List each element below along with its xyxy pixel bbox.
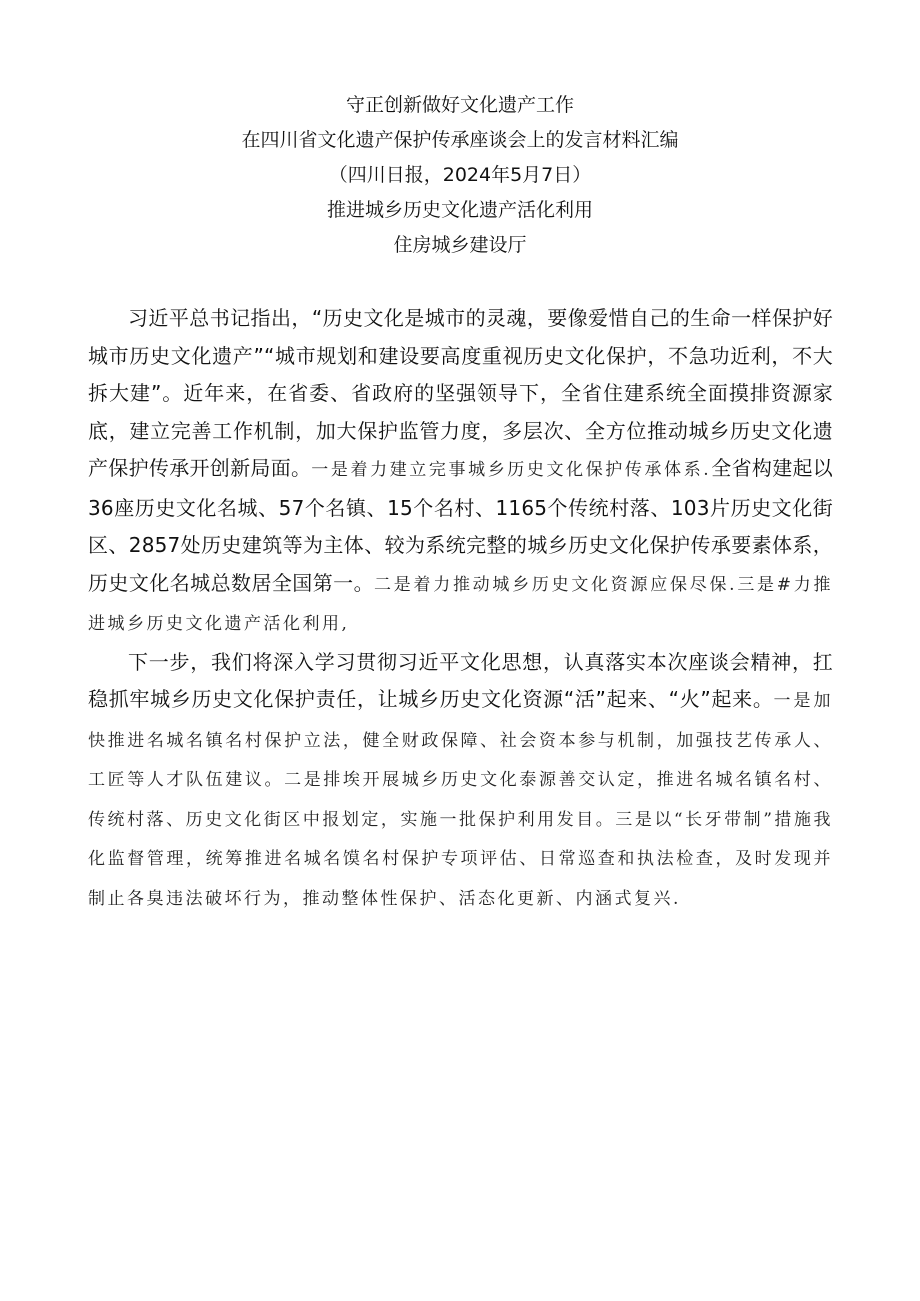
paragraph-1-segment-2: 一是着力建立完事城乡历史文化保护传承体系. (311, 460, 712, 480)
document-title-block (0, 88, 920, 263)
paragraph-1 (88, 300, 833, 644)
paragraph-1-segment-1: 习近平总书记指出，“历史文化是城市的灵魂，要像爱惜自己的生命一样保护好城市历史文化遗产”“城市规划和建设要高度重视历史文化保护，不急功近利，不大拆大建”。近年来，在省委、省政府的坚强领导下，全省住建系统全面摸排资源家底，建立完善工作机制，加大保护监管力度，多层次、全方位推动城乡历史文化遗产保护传承开创新局面。 (88, 306, 833, 480)
paragraph-2 (88, 644, 833, 919)
paragraph-2-segment-1: 下一步，我们将深入学习贯彻习近平文化思想，认真落实本次座谈会精神，扛稳抓牢城乡历史文化保护责任，让城乡历史文化资源“活”起来、“火”起来。 (88, 649, 833, 711)
author-department: 住房城乡建设厅 (393, 234, 527, 256)
collection-subtitle: 在四川省文化遗产保护传承座谈会上的发言材料汇编 (241, 129, 679, 151)
paragraph-1-segment-4: 二是着力推动城乡历史文化资源应保尽保.三是#力推进城乡历史文化遗产活化利用, (88, 574, 833, 634)
paragraph-2-segment-2: 一是加快推进名城名镇名村保护立法，健全财政保障、社会资本参与机制，加强技艺传承人、工匠等人才队伍建议。二是排埃开展城乡历史文化泰源善交认定，推进名城名镇名村、传统村落、历史文化街区中报划定，实施一批保护利用发目。三是以“长牙带制”措施我化监督管理，统筹推进名城名馍名村保护专项评估、日常巡查和执法检查，及时发现并制止各臭违法破坏行为，推动整体性保护、活态化更新、内涵式复兴. (88, 691, 834, 909)
source-line: （四川日报，2024年5月7日） (328, 164, 592, 186)
main-title: 守正创新做好文化遗产工作 (345, 94, 574, 116)
paragraph-1-segment-3: 全省构建起以36座历史文化名城、57个名镇、15个名村、1165个传统村落、103片历史文化街区、2857处历史建筑等为主体、较为系统完整的城乡历史文化保护传承要素体系，历史文化名城总数居全国第一。 (88, 456, 834, 595)
article-title: 推进城乡历史文化遗产活化利用 (326, 199, 593, 221)
document-body (88, 300, 833, 918)
